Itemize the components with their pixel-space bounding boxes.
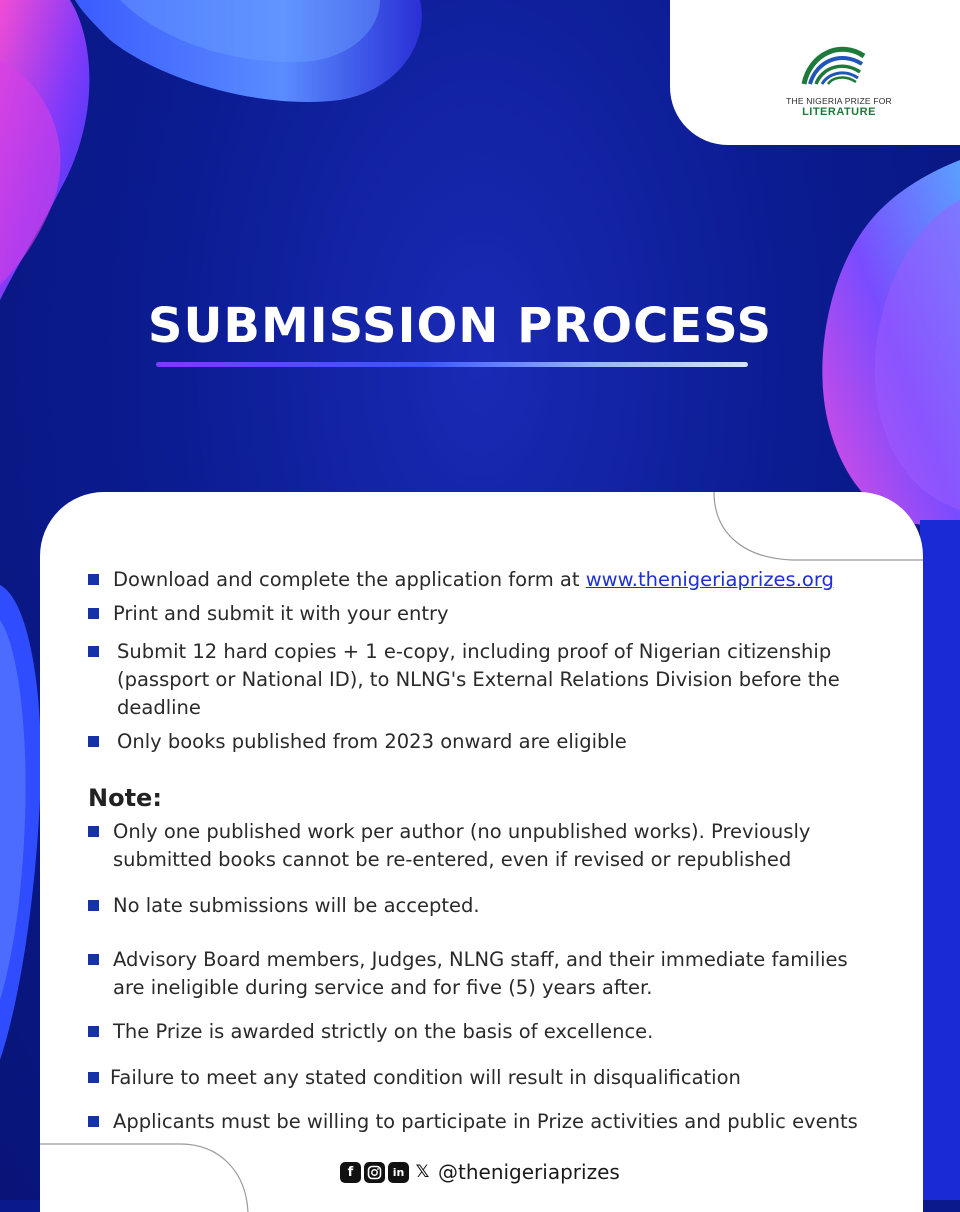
list-item	[88, 818, 848, 874]
website-link[interactable]: www.thenigeriaprizes.org	[585, 568, 834, 591]
list-item-text: Print and submit it with your entry	[113, 602, 449, 625]
note-heading: Note:	[88, 784, 162, 812]
list-item	[88, 600, 888, 628]
list-item-text: The Prize is awarded strictly on the basis of excellence.	[113, 1020, 654, 1043]
bullet-square-icon	[88, 608, 99, 619]
bullet-square-icon	[88, 900, 99, 911]
list-item	[88, 1018, 888, 1046]
logo-card	[670, 0, 960, 145]
social-footer	[340, 1157, 620, 1187]
page-title: SUBMISSION PROCESS	[147, 298, 773, 354]
list-item-text: Applicants must be willing to participate in Prize activities and public events	[113, 1110, 858, 1133]
social-handle[interactable]: @thenigeriaprizes	[438, 1160, 620, 1184]
card-bottom-decoration	[40, 1132, 250, 1212]
list-item	[88, 1064, 888, 1092]
linkedin-icon[interactable]: in	[388, 1162, 409, 1183]
list-item	[88, 566, 888, 594]
list-item	[88, 728, 888, 756]
list-item-text: No late submissions will be accepted.	[113, 894, 480, 917]
instagram-icon[interactable]	[364, 1162, 385, 1183]
list-item-text: Advisory Board members, Judges, NLNG staff, and their immediate families are ineligible during service and for five (5) years after.	[113, 948, 848, 999]
x-icon[interactable]: 𝕏	[412, 1162, 433, 1183]
prize-logo-icon	[800, 34, 868, 88]
list-item-text: Only one published work per author (no unpublished works). Previously submitted books cannot be re-entered, even if revised or republished	[113, 820, 811, 871]
title-underline	[156, 362, 748, 367]
list-item	[88, 946, 878, 1002]
list-item	[88, 892, 888, 920]
list-item	[88, 1108, 908, 1136]
list-item-text: Download and complete the application form at	[113, 568, 586, 591]
logo-text-line1: THE NIGERIA PRIZE FOR	[786, 96, 892, 106]
bullet-square-icon	[88, 574, 99, 585]
content-card	[40, 492, 923, 1212]
facebook-icon[interactable]: f	[340, 1162, 361, 1183]
bullet-square-icon	[88, 736, 99, 747]
bullet-square-icon	[88, 1026, 99, 1037]
list-item	[88, 638, 858, 722]
list-item-text: Only books published from 2023 onward are eligible	[117, 730, 627, 753]
bullet-square-icon	[88, 1116, 99, 1127]
bullet-square-icon	[88, 1072, 99, 1083]
list-item-text: Failure to meet any stated condition will result in disqualification	[110, 1066, 741, 1089]
bullet-square-icon	[88, 646, 99, 657]
logo-text-line2: LITERATURE	[802, 106, 876, 118]
bullet-square-icon	[88, 954, 99, 965]
card-corner-decoration	[712, 492, 923, 562]
bullet-square-icon	[88, 826, 99, 837]
list-item-text: Submit 12 hard copies + 1 e-copy, including proof of Nigerian citizenship (passport or National ID), to NLNG's External Relations Division before the deadline	[117, 640, 840, 719]
